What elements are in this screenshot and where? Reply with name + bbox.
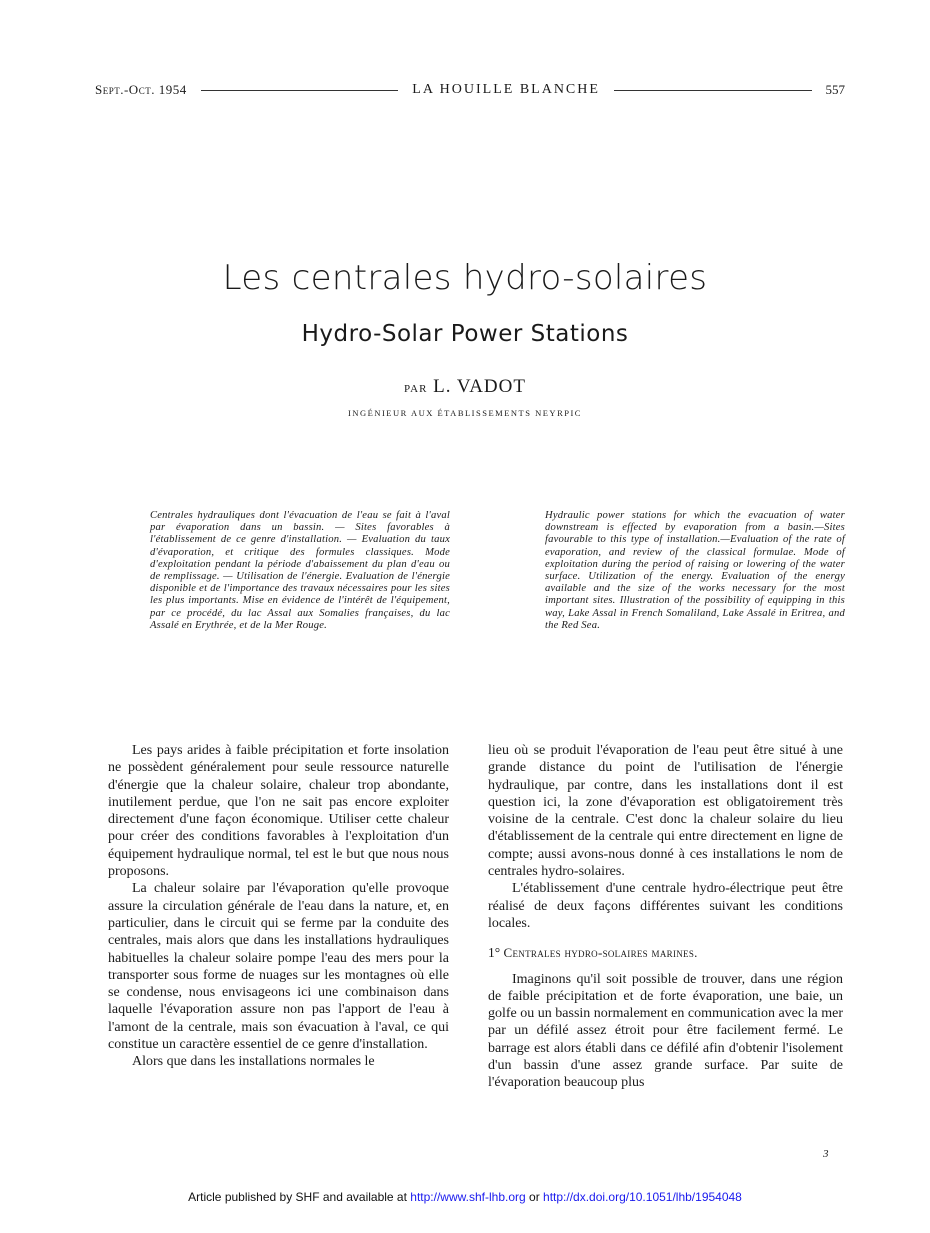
signature-mark: 3 xyxy=(823,1148,829,1160)
paragraph: L'établissement d'une centrale hydro-électrique peut être réalisé de deux façons différentes suivant les conditions locales. xyxy=(488,881,843,931)
paragraph: La chaleur solaire par l'évaporation qu'elle provoque assure la circulation générale de l'eau dans la nature, et, en particulier, dans le circuit qui se ferme par la conduite des centrales, mais alors que dans les installations hydrauliques habituelles la chaleur solaire pompe l'eau des mers pour la transporter sous forme de nuages sur les montagnes où elle se condense, nous envisageons ici une combinaison dans laquelle l'évaporation assure non pas l'apport de l'eau à l'amont de la centrale, mais son évacuation à l'aval, ce qui constitue un caractère essentiel de ce genre d'installation. xyxy=(108,881,449,1053)
running-header xyxy=(95,80,845,100)
author-par: PAR xyxy=(404,383,428,395)
page-number: 557 xyxy=(825,82,846,97)
article-title: Les centrales hydro-solaires xyxy=(222,258,708,298)
paragraph: lieu où se produit l'évaporation de l'eau peut être situé à une grande distance du point de l'utilisation de l'énergie hydraulique, par contre, dans les installations dont il est question ici, la zone d'évaporation est obligatoirement très voisine de la centrale. C'est donc la chaleur solaire du lieu d'établissement de la centrale qui entre directement en ligne de compte; aussi avons-nous donné à ces installations le nom de centrales hydro-solaires. xyxy=(488,743,843,880)
body-column-left xyxy=(108,742,449,1071)
abstract-english: Hydraulic power stations for which the evacuation of water downstream is effected by evaporation from a basin.—Sites favourable to this type of installation.—Evaluation of the rate of evaporation, and review of the classical formulae. Mode of exploitation during the period of raising or lowering of the water surface. Utilization of the energy. Evaluation of the energy available and the size of the works necessary for the most important sites. Illustration of the possibility of equipping in this way, Lake Assal in French Somaliland, Lake Assalé in Eritrea, and the Red Sea. xyxy=(545,510,845,631)
paragraph: Alors que dans les installations normales le xyxy=(132,1054,375,1070)
journal-name: LA HOUILLE BLANCHE xyxy=(412,82,600,97)
author-line xyxy=(0,376,930,398)
body-column-right xyxy=(488,742,843,1092)
footer-or: or xyxy=(529,1190,540,1204)
header-rule-left xyxy=(201,90,399,91)
publication-footer xyxy=(0,1190,930,1204)
footer-prefix: Article published by SHF and available at xyxy=(188,1190,407,1204)
shf-link[interactable]: http://www.shf-lhb.org xyxy=(410,1190,526,1204)
header-rule-right xyxy=(614,90,812,91)
article-subtitle: Hydro-Solar Power Stations xyxy=(301,321,629,347)
doi-link[interactable]: http://dx.doi.org/10.1051/lhb/1954048 xyxy=(543,1190,742,1204)
paragraph: Les pays arides à faible précipitation et forte insolation ne possèdent généralement pour seule ressource naturelle d'énergie que la chaleur solaire, chaleur trop abondante, inutilement perdue, que l'on ne sait pas encore exploiter directement d'une façon économique. Utiliser cette chaleur pour créer des conditions favorables à l'exploitation d'un équipement hydraulique normal, tel est le but que nous nous proposons. xyxy=(108,743,449,880)
section-title: Centrales hydro-solaires marines. xyxy=(503,945,698,961)
abstract-french: Centrales hydrauliques dont l'évacuation de l'eau se fait à l'aval par évaporation dans un bassin. — Sites favorables à l'établissement de ce genre d'installation. — Evaluation du taux d'évaporation, et critique des formules classiques. Mode d'exploitation pendant la période d'abaissement du plan d'eau ou de remplissage. — Utilisation de l'énergie. Evaluation de l'énergie disponible et de l'importance des travaux nécessaires pour les sites les plus importants. Mise en évidence de l'intérêt de l'équipement, par ce procédé, du lac Assal aux Somalies françaises, du lac Assalé en Erythrée, et de la Mer Rouge. xyxy=(150,510,450,631)
author-name: L. VADOT xyxy=(433,376,526,397)
issue-date: Sept.-Oct. 1954 xyxy=(95,82,187,97)
section-heading xyxy=(488,944,843,961)
section-number: 1° xyxy=(488,945,501,961)
author-affiliation: INGÉNIEUR AUX ÉTABLISSEMENTS NEYRPIC xyxy=(348,408,582,418)
paragraph: Imaginons qu'il soit possible de trouver, dans une région de faible précipitation et de forte évaporation, une baie, un golfe ou un bassin normalement en communication avec la mer par un défilé assez étroit pour être facilement fermé. Le barrage est alors établi dans ce défilé afin d'obtenir l'isolement d'un bassin d'une assez grande surface. Par suite de l'évaporation beaucoup plus xyxy=(488,971,843,1091)
